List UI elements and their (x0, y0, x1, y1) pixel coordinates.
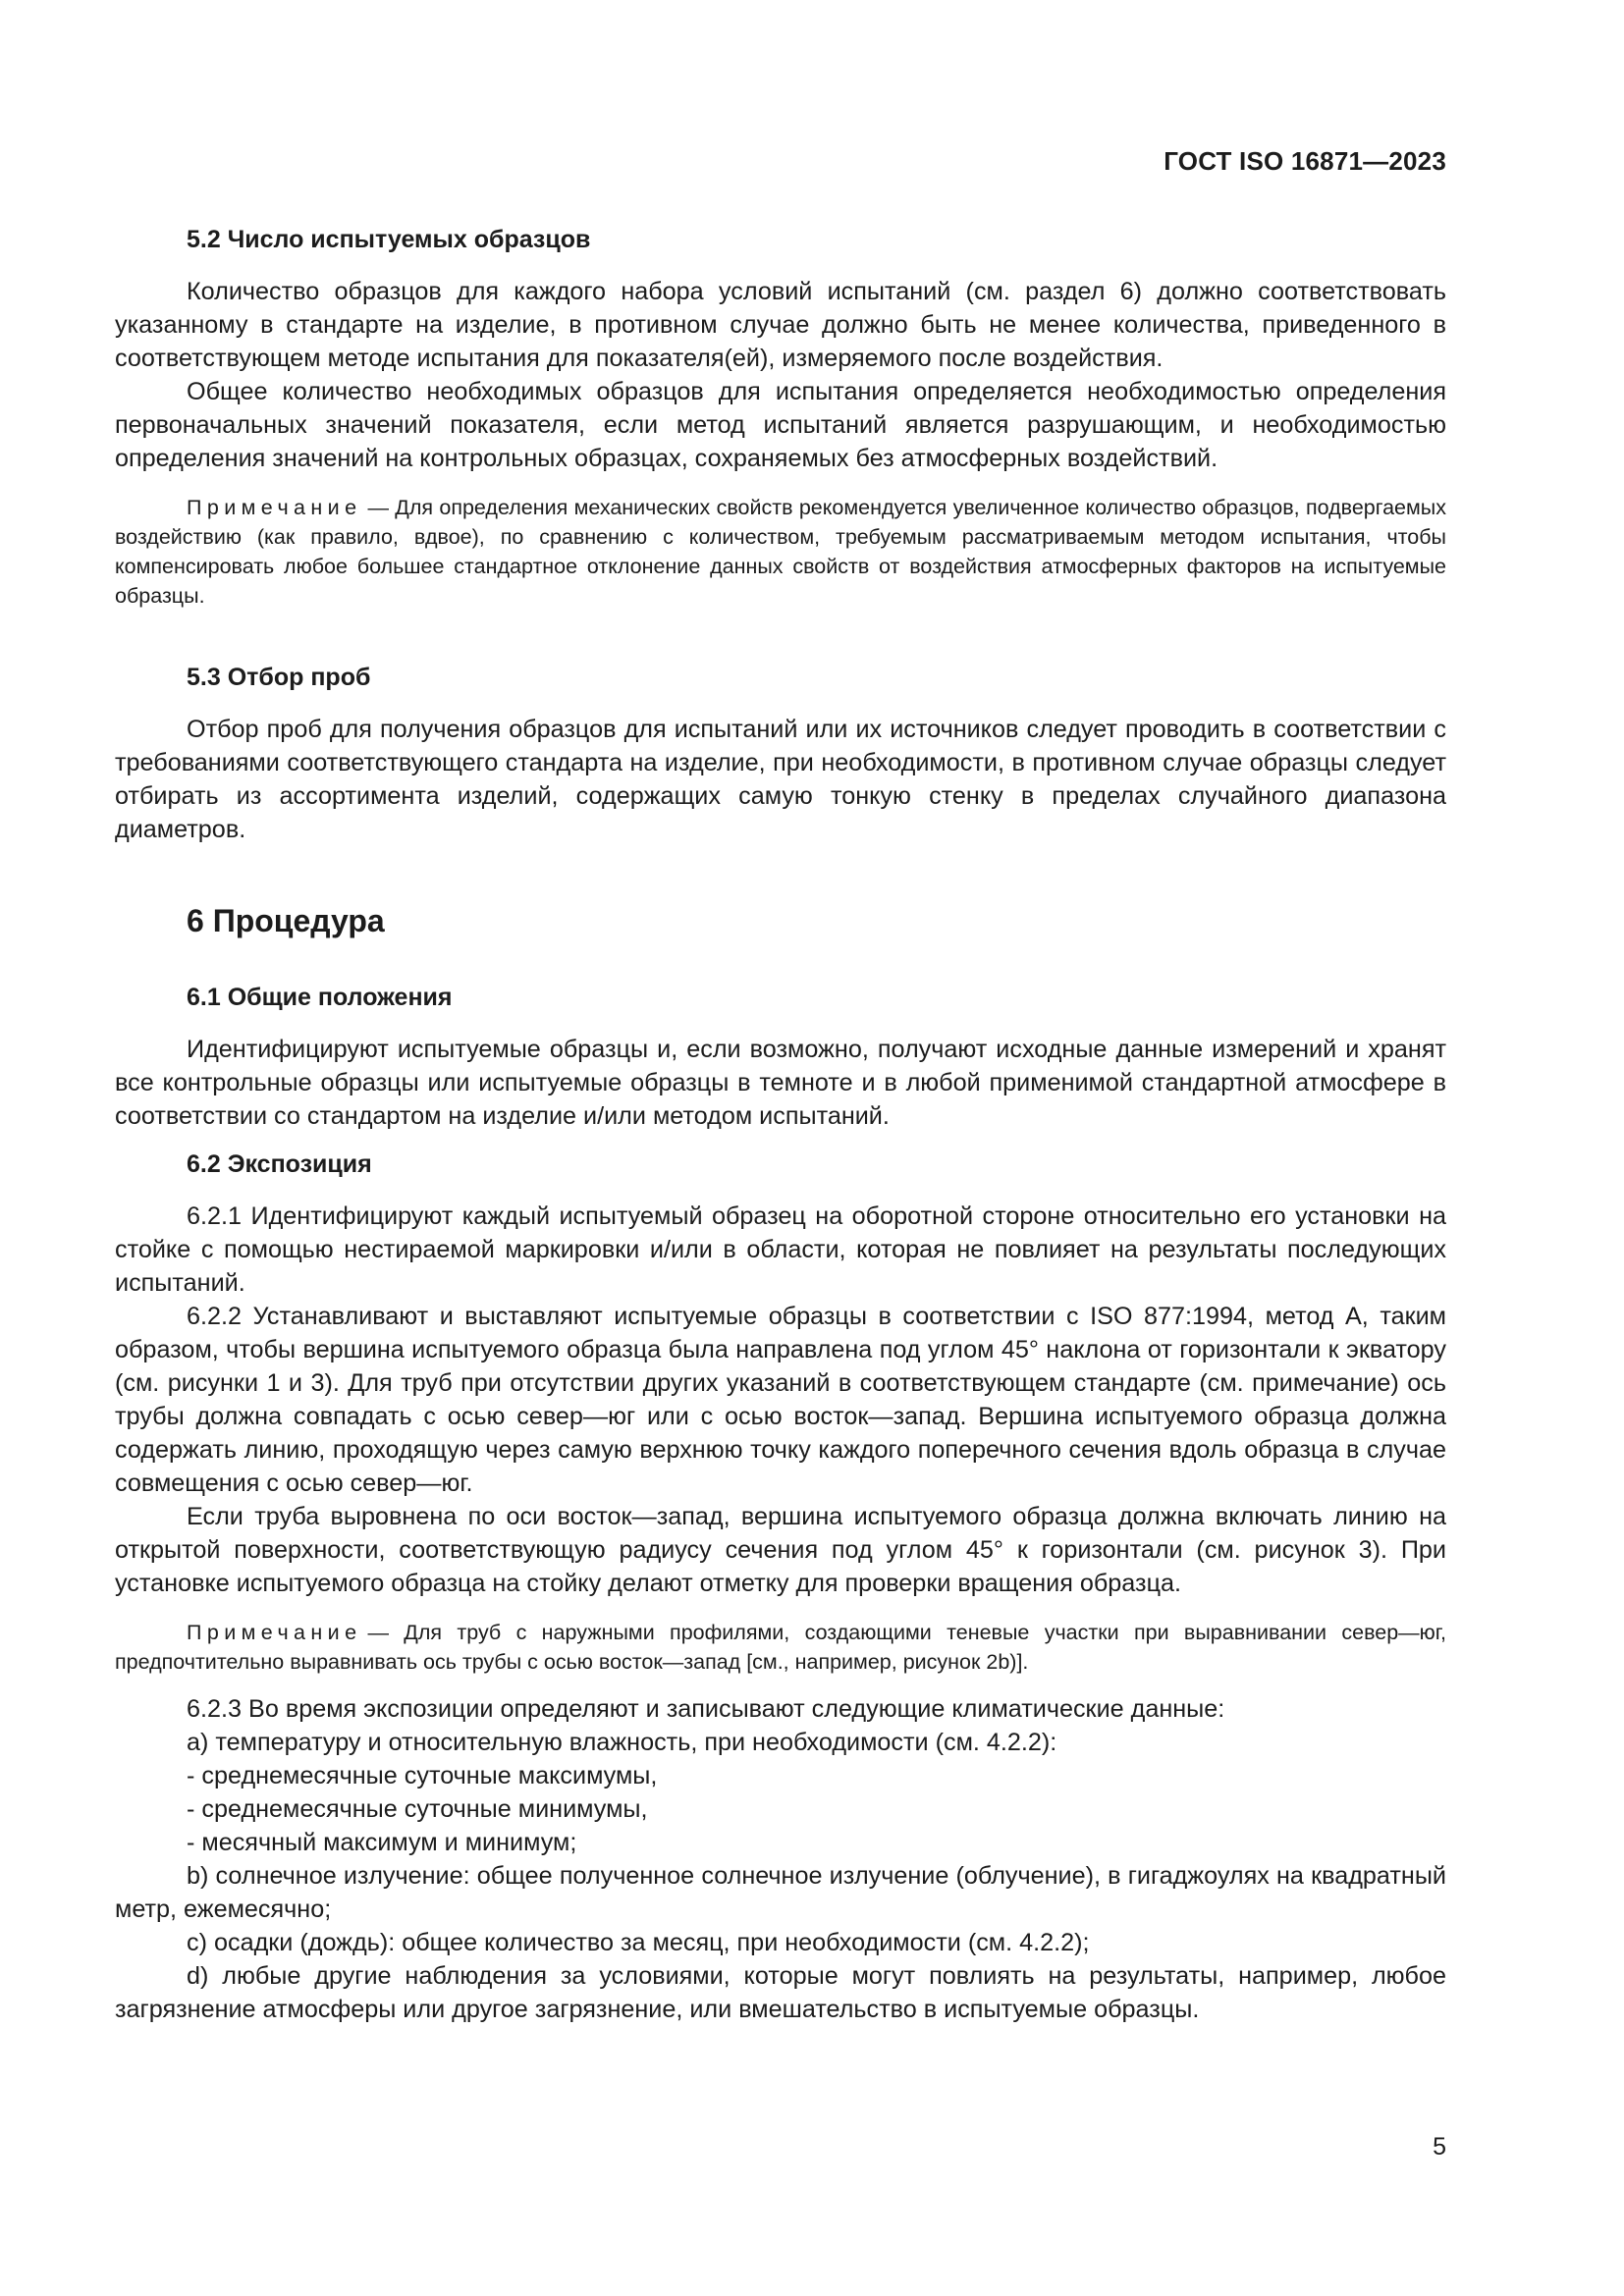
section-5-2-paragraph-1: Количество образцов для каждого набора условий испытаний (см. раздел 6) должно соответствовать указанному в стандарте на изделие, в противном случае должно быть не менее количества, приведенного в соответствующем методе испытания для показателя(ей), измеряемого после воздействия. (115, 278, 1446, 372)
section-5-3-title: 5.3 Отбор проб (187, 664, 371, 691)
climate-data-item-a: a) температуру и относительную влажность, при необходимости (см. 4.2.2): (187, 1729, 1057, 1756)
section-6-title: 6 Процедура (187, 903, 385, 938)
climate-data-subitem-min: - среднемесячные суточные минимумы, (187, 1795, 648, 1823)
clause-6-2-2: 6.2.2 Устанавливают и выставляют испытуемые образцы в соответствии с ISO 877:1994, метод А, таким образом, чтобы вершина испытуемого образца была направлена под углом 45° наклона от горизонтали к экватору (см. рисунки 1 и 3). Для труб при отсутствии других указаний в соответствующем стандарте (см. примечание) ось трубы должна совпадать с осью север—юг или с осью восток—запад. Вершина испытуемого образца должна содержать линию, проходящую через самую верхнюю точку каждого поперечного сечения вдоль образца в случае совмещения с осью север—юг. (115, 1303, 1446, 1497)
climate-data-subitem-max: - среднемесячные суточные максимумы, (187, 1762, 658, 1789)
section-6-2-note (115, 1618, 1446, 1677)
climate-data-subitem-monthly: - месячный максимум и минимум; (187, 1829, 577, 1856)
section-5-2-paragraph-2: Общее количество необходимых образцов для испытания определяется необходимостью определения первоначальных значений показателя, если метод испытаний является разрушающим, и необходимостью определения значений на контрольных образцах, сохраняемых без атмосферных воздействий. (115, 378, 1446, 472)
section-5-2-note (115, 493, 1446, 611)
section-5-3-paragraph-1: Отбор проб для получения образцов для испытаний или их источников следует проводить в соответствии с требованиями соответствующего стандарта на изделие, при необходимости, в противном случае образцы следует отбирать из ассортимента изделий, содержащих самую тонкую стенку в пределах случайного диапазона диаметров. (115, 716, 1446, 843)
section-5-2-title: 5.2 Число испытуемых образцов (187, 226, 591, 253)
clause-6-2-3: 6.2.3 Во время экспозиции определяют и записывают следующие климатические данные: (187, 1695, 1225, 1723)
section-6-1-paragraph-1: Идентифицируют испытуемые образцы и, если возможно, получают исходные данные измерений и хранят все контрольные образцы или испытуемые образцы в темноте и в любой применимой стандартной атмосфере в соответствии со стандартом на изделие и/или методом испытаний. (115, 1036, 1446, 1130)
page-number: 5 (1433, 2133, 1446, 2161)
note-text: — Для труб с наружными профилями, создающими теневые участки при выравнивании север—юг, предпочтительно выравнивать ось трубы с осью восток—запад [см., например, рисунок 2b)]. (115, 1621, 1446, 1674)
section-6-1-title: 6.1 Общие положения (187, 984, 453, 1011)
clause-6-2-2-continued: Если труба выровнена по оси восток—запад, вершина испытуемого образца должна включать линию на открытой поверхности, соответствующую радиусу сечения под углом 45° к горизонтали (см. рисунок 3). При установке испытуемого образца на стойку делают отметку для проверки вращения образца. (115, 1503, 1446, 1597)
section-6-2-title: 6.2 Экспозиция (187, 1150, 372, 1178)
clause-6-2-1: 6.2.1 Идентифицируют каждый испытуемый образец на оборотной стороне относительно его установки на стойке с помощью нестираемой маркировки и/или в области, которая не повлияет на результаты последующих испытаний. (115, 1202, 1446, 1297)
climate-data-item-c: c) осадки (дождь): общее количество за месяц, при необходимости (см. 4.2.2); (187, 1929, 1090, 1956)
document-body (115, 224, 1446, 2026)
climate-data-item-b: b) солнечное излучение: общее полученное солнечное излучение (облучение), в гигаджоулях на квадратный метр, ежемесячно; (115, 1862, 1446, 1923)
document-code-header: ГОСТ ISO 16871—2023 (1164, 146, 1446, 176)
note-text: — Для определения механических свойств рекомендуется увеличенное количество образцов, подвергаемых воздействию (как правило, вдвое), по сравнению с количеством, требуемым рассматриваемым методом испытания, чтобы компенсировать любое большее стандартное отклонение данных свойств от воздействия атмосферных факторов на испытуемые образцы. (115, 496, 1446, 608)
note-label: Примечание (187, 496, 362, 519)
climate-data-item-d: d) любые другие наблюдения за условиями, которые могут повлиять на результаты, например, любое загрязнение атмосферы или другое загрязнение, или вмешательство в испытуемые образцы. (115, 1962, 1446, 2023)
note-label: Примечание (187, 1621, 362, 1644)
